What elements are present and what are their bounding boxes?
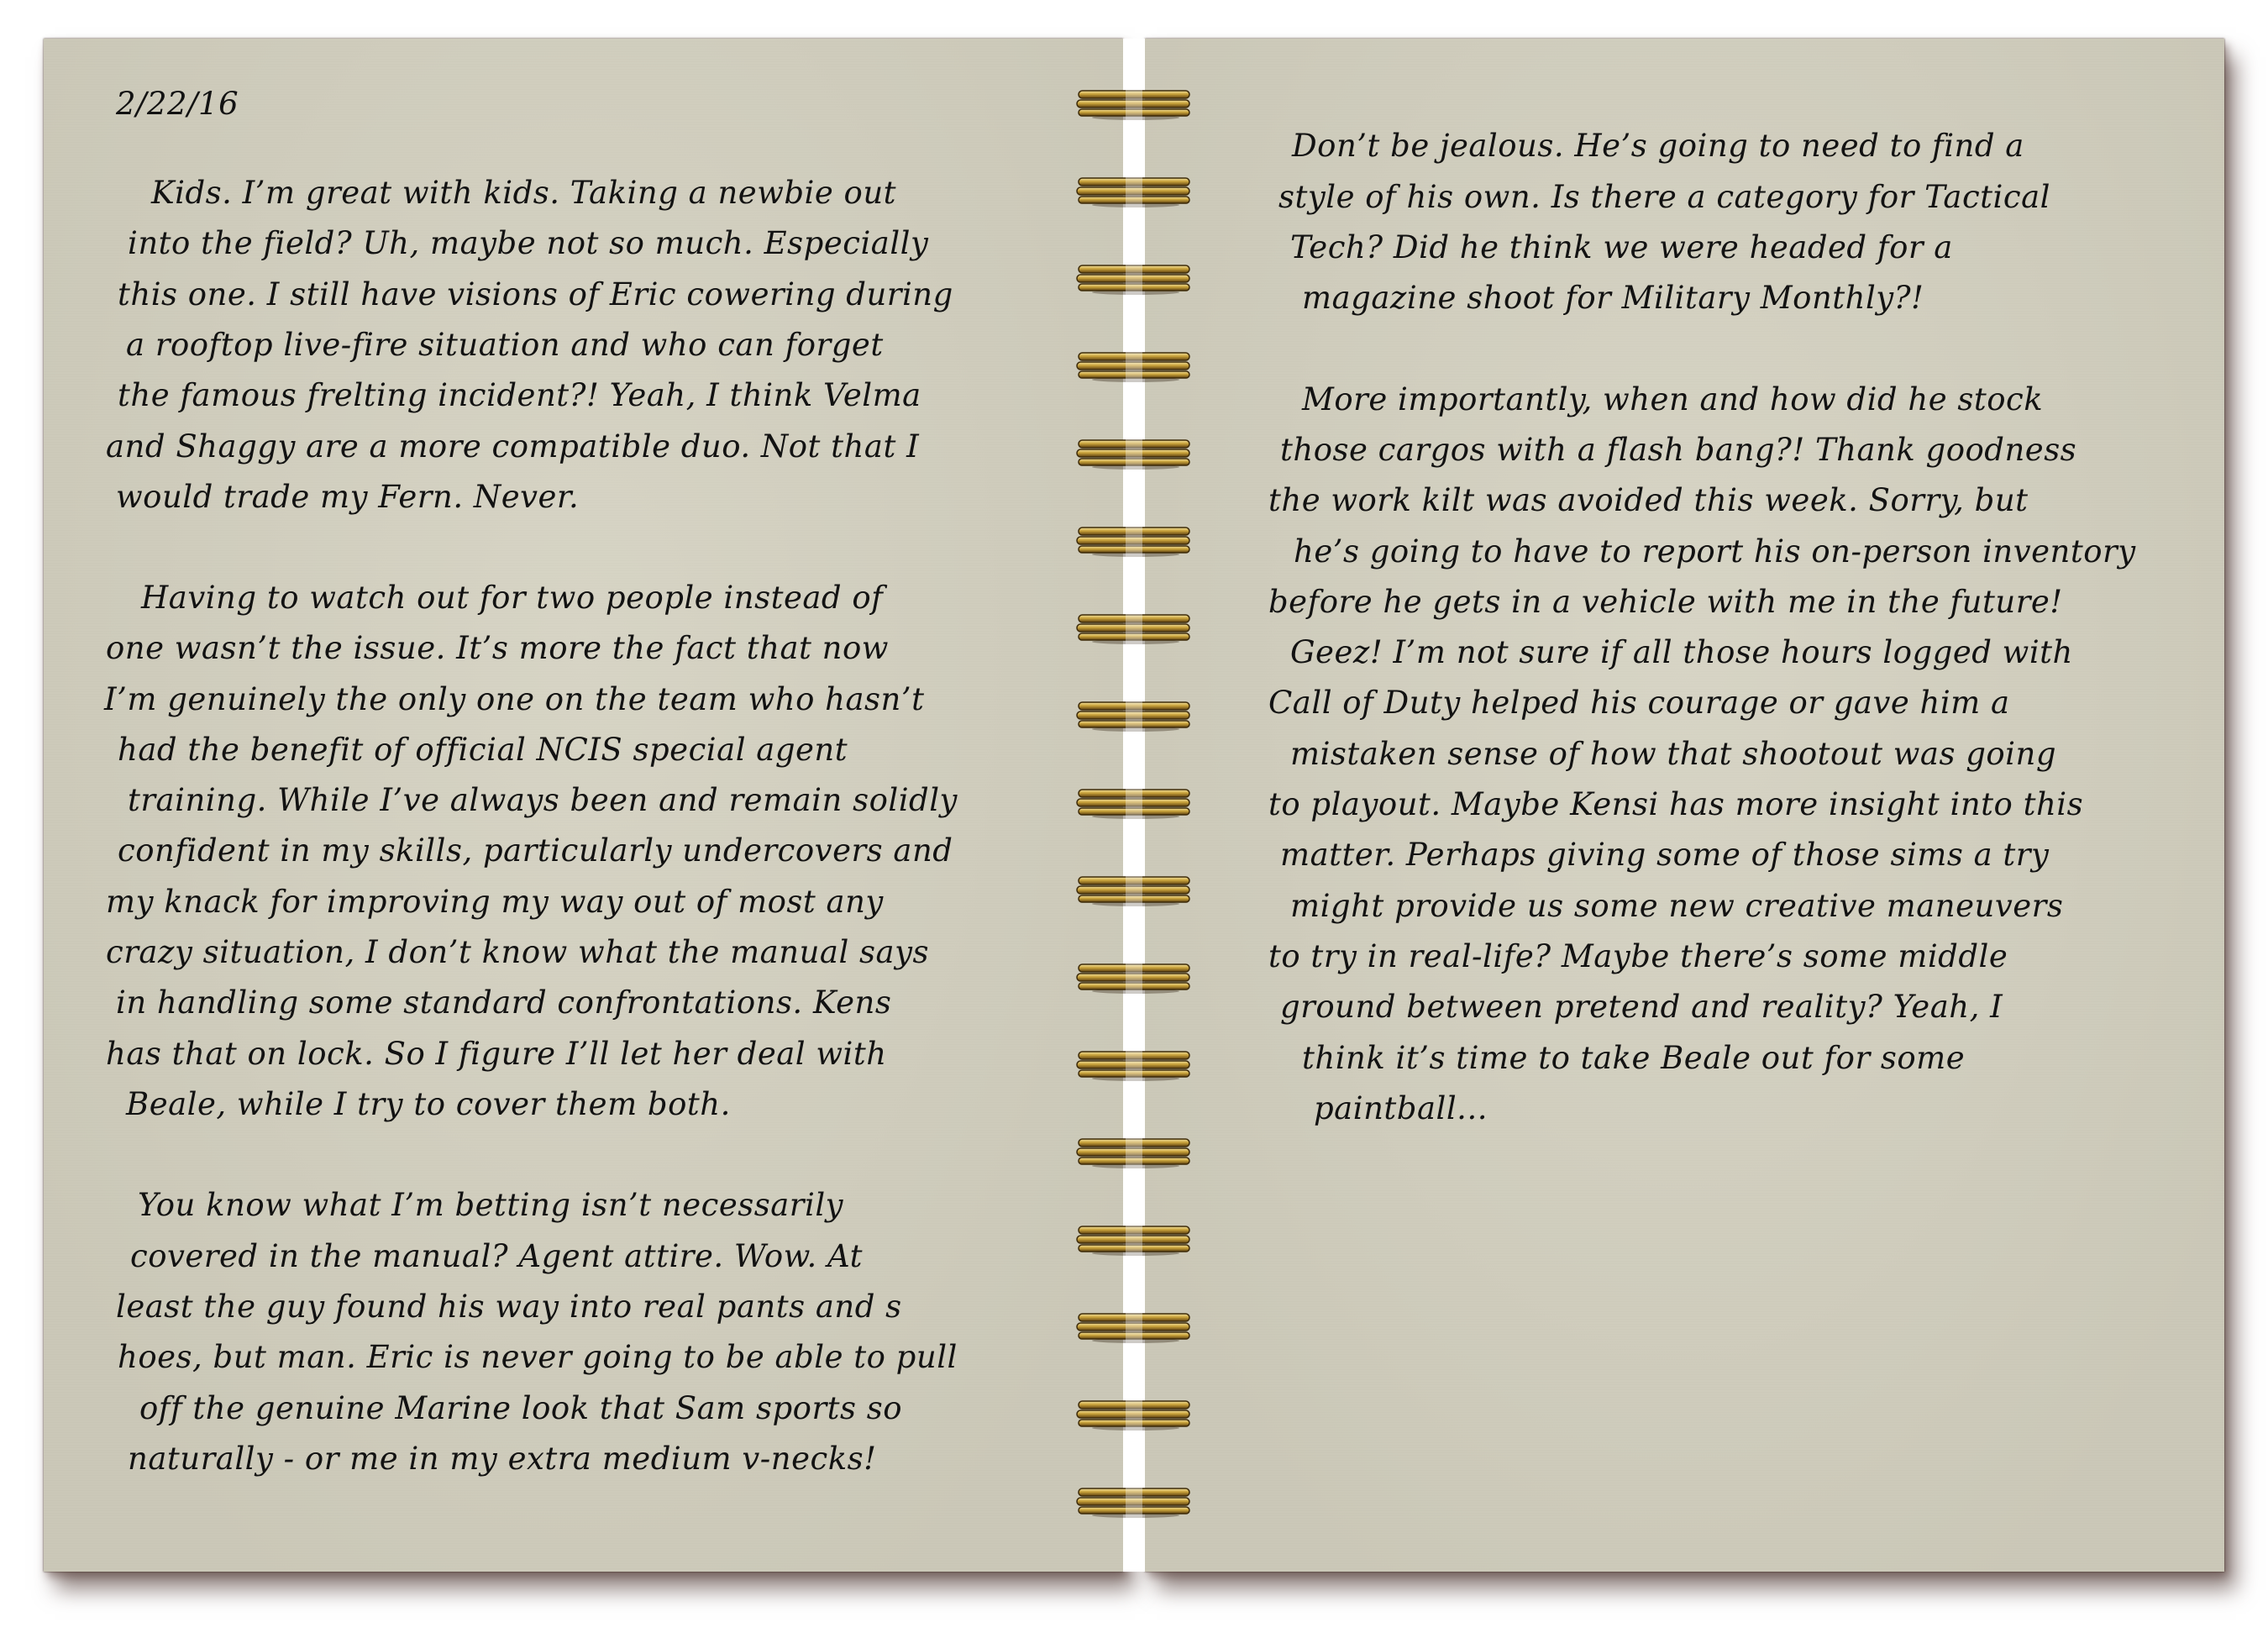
left-text-line: and Shaggy are a more compatible duo. Not that I — [106, 428, 920, 465]
spiral-coil — [1075, 349, 1193, 383]
entry-date: 2/22/16 — [116, 86, 239, 122]
spiral-coil — [1075, 874, 1193, 907]
spiral-coil — [1075, 262, 1193, 296]
right-text-line: before he gets in a vehicle with me in the future! — [1268, 584, 2063, 620]
spiral-coil — [1075, 1136, 1193, 1169]
spiral-coil — [1075, 612, 1193, 645]
left-text-line: training. While I’ve always been and remain solidly — [128, 782, 958, 818]
spiral-coil — [1075, 961, 1193, 995]
left-text-line: confident in my skills, particularly undercovers and — [118, 832, 953, 869]
left-text-line: Beale, while I try to cover them both. — [126, 1086, 731, 1122]
left-text-line: Kids. I’m great with kids. Taking a newbie out — [151, 175, 897, 211]
spiral-coil — [1075, 175, 1193, 208]
right-text-line: Don’t be jealous. He’s going to need to find a — [1292, 128, 2024, 164]
right-text-line: the work kilt was avoided this week. Sorry, but — [1268, 482, 2029, 518]
spiral-coil — [1075, 524, 1193, 558]
left-text-line: Having to watch out for two people instead of — [141, 580, 884, 616]
left-text-line: hoes, but man. Eric is never going to be able to pull — [118, 1339, 958, 1375]
spiral-coil — [1075, 1310, 1193, 1344]
spiral-coil — [1075, 1398, 1193, 1431]
right-text-line: might provide us some new creative maneuvers — [1290, 888, 2064, 924]
left-text-line: naturally - or me in my extra medium v-necks! — [128, 1441, 877, 1477]
right-text-line: those cargos with a flash bang?! Thank goodness — [1280, 432, 2077, 468]
spiral-coil — [1075, 87, 1193, 121]
left-text-line: I’m genuinely the only one on the team who hasn’t — [104, 681, 925, 717]
spiral-coil — [1075, 1485, 1193, 1519]
right-text-line: think it’s time to take Beale out for some — [1302, 1040, 1966, 1076]
right-text-line: Tech? Did he think we were headed for a — [1290, 229, 1953, 265]
left-text-line: had the benefit of official NCIS special agent — [118, 732, 848, 768]
right-text-line: matter. Perhaps giving some of those sims a try — [1280, 837, 2050, 873]
right-text-line: style of his own. Is there a category for Tactical — [1278, 179, 2050, 215]
right-text-line: he’s going to have to report his on-person inventory — [1294, 533, 2136, 570]
spiral-coil — [1075, 437, 1193, 470]
right-text-line: Call of Duty helped his courage or gave him a — [1268, 685, 2010, 721]
right-text-line: More importantly, when and how did he stock — [1302, 381, 2044, 417]
spiral-coil — [1075, 1048, 1193, 1082]
right-text-line: to try in real-life? Maybe there’s some middle — [1268, 938, 2008, 974]
left-text-line: this one. I still have visions of Eric cowering during — [118, 276, 953, 312]
left-text-line: crazy situation, I don’t know what the manual says — [106, 934, 929, 970]
left-text-line: least the guy found his way into real pants and s — [116, 1289, 902, 1325]
right-text-line: magazine shoot for Military Monthly?! — [1302, 280, 1924, 316]
spiral-coil — [1075, 699, 1193, 732]
right-text-line: paintball... — [1314, 1090, 1488, 1126]
spiral-coil — [1075, 786, 1193, 820]
left-text-line: one wasn’t the issue. It’s more the fact that now — [106, 630, 889, 666]
right-text-line: to playout. Maybe Kensi has more insight into this — [1268, 786, 2084, 822]
left-text-line: off the genuine Marine look that Sam sports so — [139, 1390, 903, 1426]
left-text-line: in handling some standard confrontations. Kens — [116, 984, 892, 1021]
right-text-line: ground between pretend and reality? Yeah, I — [1280, 989, 2003, 1025]
spiral-coil — [1075, 1223, 1193, 1257]
right-text-line: Geez! I’m not sure if all those hours logged with — [1290, 634, 2073, 670]
left-text-line: into the field? Uh, maybe not so much. Especially — [128, 225, 929, 261]
right-text-line: mistaken sense of how that shootout was going — [1290, 736, 2057, 772]
left-text-line: a rooftop live-fire situation and who can forget — [126, 327, 884, 363]
left-text-line: You know what I’m betting isn’t necessarily — [138, 1187, 844, 1223]
left-text-line: the famous frelting incident?! Yeah, I think Velma — [118, 377, 921, 413]
left-text-line: has that on lock. So I figure I’ll let her deal with — [106, 1036, 887, 1072]
left-text-line: would trade my Fern. Never. — [116, 479, 580, 515]
left-text-line: covered in the manual? Agent attire. Wow. At — [130, 1238, 863, 1274]
left-text-line: my knack for improving my way out of most any — [106, 884, 884, 920]
